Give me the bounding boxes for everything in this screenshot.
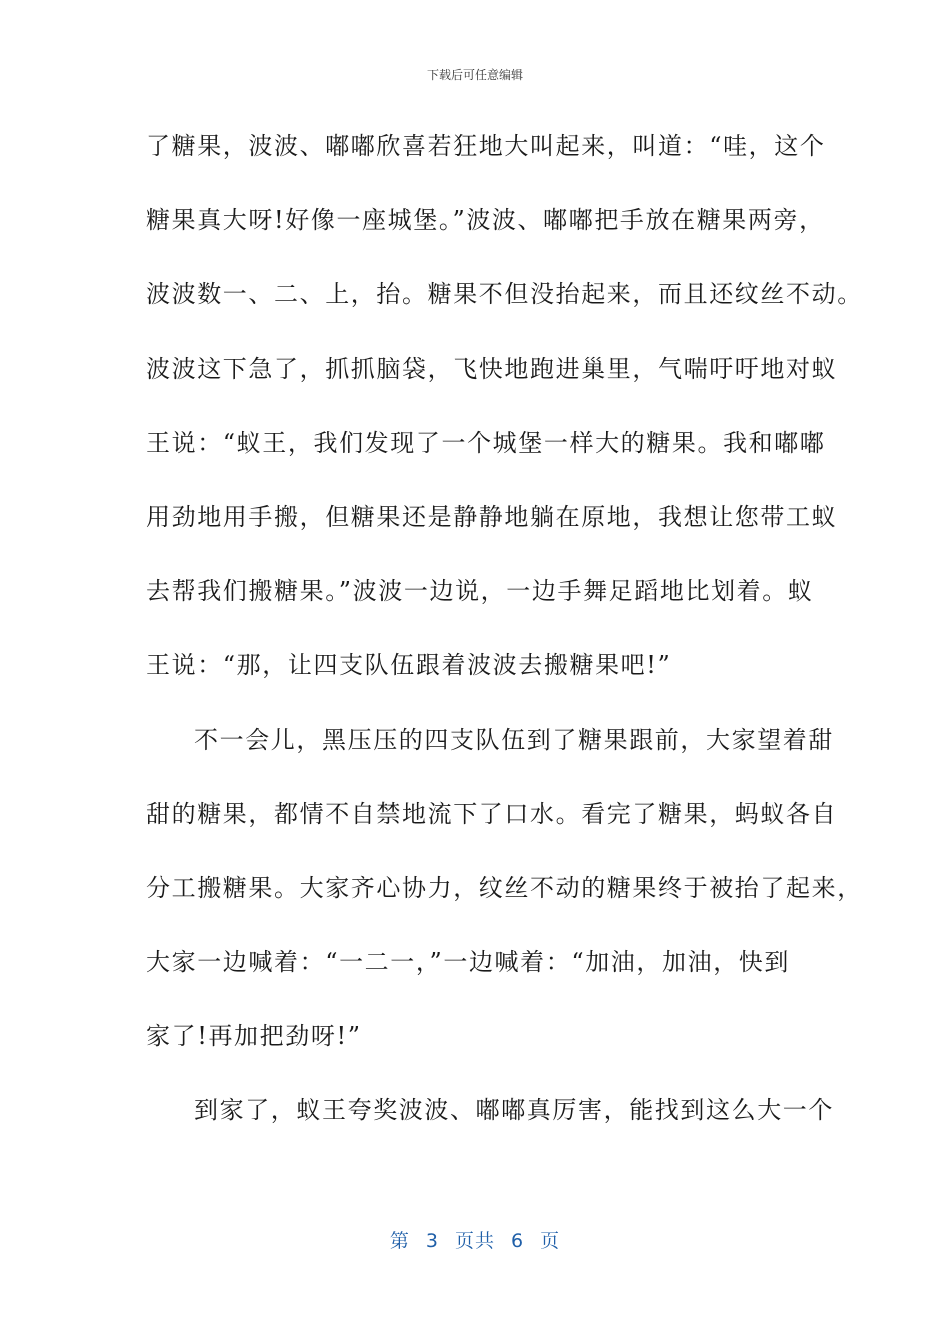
footer-label-ye: 页 — [540, 1230, 561, 1252]
text-line-1: 了糖果，波波、嘟嘟欣喜若狂地大叫起来，叫道：“哇，这个 — [146, 132, 826, 160]
footer-total-pages: 6 — [511, 1230, 525, 1252]
document-body — [146, 118, 863, 1157]
text-line-5: 王说：“蚁王，我们发现了一个城堡一样大的糖果。我和嘟嘟 — [146, 428, 826, 457]
text-line-11: 分工搬糖果。大家齐心协力，纹丝不动的糖果终于被抬了起来， — [146, 873, 863, 902]
text-line-10: 甜的糖果，都情不自禁地流下了口水。看完了糖果，蚂蚁各自 — [146, 799, 838, 828]
text-line-12: 大家一边喊着：“一二一，”一边喊着：“加油，加油，快到 — [146, 948, 791, 977]
text-line-2: 糖果真大呀!好像一座城堡。”波波、嘟嘟把手放在糖果两旁， — [146, 206, 825, 235]
footer-label-ye-gong: 页共 — [454, 1230, 495, 1252]
text-line-9: 不一会儿，黑压压的四支队伍到了糖果跟前，大家望着甜 — [194, 725, 834, 754]
text-line-7: 去帮我们搬糖果。”波波一边说，一边手舞足蹈地比划着。蚁 — [146, 577, 814, 606]
text-line-8: 王说：“那，让四支队伍跟着波波去搬糖果吧!” — [146, 651, 672, 680]
text-line-14: 到家了，蚁王夸奖波波、嘟嘟真厉害，能找到这么大一个 — [194, 1096, 834, 1125]
text-line-13: 家了!再加把劲呀!” — [146, 1022, 362, 1051]
text-line-6: 用劲地用手搬，但糖果还是静静地躺在原地，我想让您带工蚁 — [146, 502, 838, 531]
page-footer — [0, 1226, 950, 1253]
footer-current-page: 3 — [425, 1230, 439, 1252]
text-line-3: 波波数一、二、上，抬。糖果不但没抬起来，而且还纹丝不动。 — [146, 280, 863, 309]
footer-label-di: 第 — [389, 1230, 410, 1252]
text-line-4: 波波这下急了，抓抓脑袋，飞快地跑进巢里，气喘吁吁地对蚁 — [146, 354, 838, 383]
page-header: 下载后可任意编辑 — [426, 68, 523, 82]
